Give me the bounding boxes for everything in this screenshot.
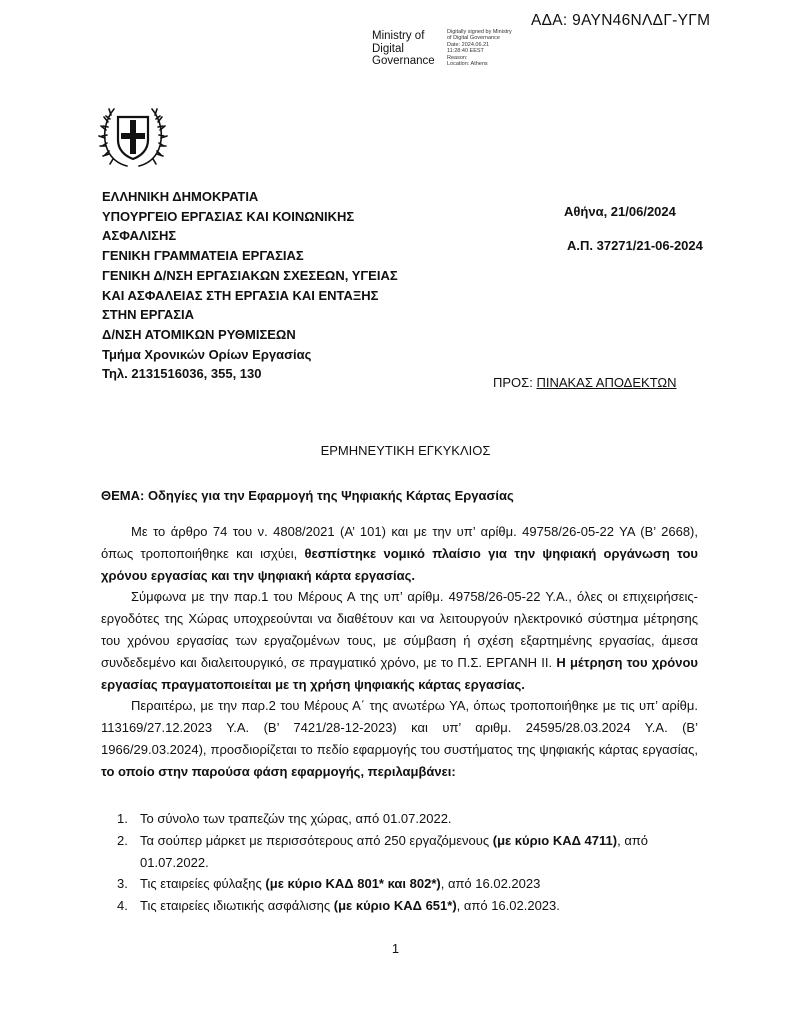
signature-detail: Location: Athens — [447, 61, 488, 68]
list-number: 2. — [117, 832, 128, 848]
document-body — [101, 521, 698, 783]
list-item-text: Το σύνολο των τραπεζών της χώρας, από 01.07.2022. — [140, 811, 452, 826]
list-item — [101, 895, 698, 917]
list-item-emphasis: (με κύριο ΚΑΔ 801* και 802*) — [265, 876, 441, 892]
recipients-table-link[interactable]: ΠΙΝΑΚΑΣ ΑΠΟΔΕΚΤΩΝ — [536, 375, 677, 390]
signature-detail: 11:28:40 EEST — [447, 48, 484, 55]
authority-line: ΕΛΛΗΝΙΚΗ ΔΗΜΟΚΡΑΤΙΑ — [102, 189, 259, 204]
paragraph-text: Με το άρθρο 74 του ν. 4808/2021 (Α’ 101) και με την υπ’ αρίθμ. 49758/26-05-22 ΥΑ (Β’ 2668), όπως τροποποιήθηκε και ισχύει, — [101, 524, 698, 561]
list-item-text: Τα σούπερ μάρκετ με περισσότερους από 250 εργαζόμενους — [140, 832, 493, 848]
list-item-text: Τις εταιρείες ιδιωτικής ασφάλισης — [140, 898, 334, 914]
authority-line: Τμήμα Χρονικών Ορίων Εργασίας — [102, 346, 312, 362]
signature-line: Governance — [372, 55, 435, 67]
signature-line: Digital — [372, 42, 404, 55]
authority-line: ΓΕΝΙΚΗ Δ/ΝΣΗ ΕΡΓΑΣΙΑΚΩΝ ΣΧΕΣΕΩΝ, ΥΓΕΙΑΣ — [102, 267, 398, 283]
authority-line: ΥΠΟΥΡΓΕΙΟ ΕΡΓΑΣΙΑΣ ΚΑΙ ΚΟΙΝΩΝΙΚΗΣ — [102, 208, 355, 224]
paragraph-emphasis: Η μέτρηση του χρόνου εργασίας πραγματοποιείται με τη χρήση ψηφιακής κάρτας εργασίας. — [101, 654, 698, 692]
authority-line: Δ/ΝΣΗ ΑΤΟΜΙΚΩΝ ΡΥΘΜΙΣΕΩΝ — [102, 326, 296, 342]
digital-signature-details — [447, 29, 512, 67]
recipients-line — [493, 375, 677, 390]
list-item — [101, 808, 698, 830]
paragraph-text: Περαιτέρω, με την παρ.2 του Μέρους Α΄ της ανωτέρω ΥΑ, όπως τροποποιήθηκε με τις υπ’ αρίθμ. 113169/27.12.2023 Υ.Α. (Β’ 7421/28-12-2023) και υπ’ αριθμ. 24595/28.03.2024 Υ.Α. (Β’ 1966/29.03.2024), προσδιορίζεται το πεδίο εφαρμογής του συστήματος της ψηφιακής κάρτας εργασίας, — [101, 698, 698, 757]
recipients-label: ΠΡΟΣ: — [493, 375, 537, 390]
paragraph — [101, 586, 698, 695]
list-item — [101, 873, 698, 895]
signature-detail: Date: 2024.06.21 — [447, 41, 490, 48]
list-item-text: , από 16.02.2023. — [456, 898, 560, 914]
paragraph-text: Σύμφωνα με την παρ.1 του Μέρους Α της υπ’ αρίθμ. 49758/26-05-22 Υ.Α., όλες οι επιχειρήσεις-εργοδότες της Χώρας υποχρεούνται να διαθέτουν και να λειτουργούν ηλεκτρονικό σύστημα μέτρησης του χρόνου εργασίας των εργαζομένων τους, με σύμβαση ή σχέση εξαρτημένης εργασίας, άμεσα συνδεδεμένο και διαλειτουργικό, σε πραγματικό χρόνο, με το Π.Σ. ΕΡΓΑΝΗ ΙΙ. — [101, 589, 698, 670]
ada-code: ΑΔΑ: 9ΑΥΝ46ΝΛΔΓ-ΥΓΜ — [531, 12, 711, 29]
signature-line: Ministry of — [372, 30, 425, 42]
document-date: Αθήνα, 21/06/2024 — [564, 204, 676, 219]
document-title-text: ΕΡΜΗΝΕΥΤΙΚΗ ΕΓΚΥΚΛΙΟΣ — [320, 443, 491, 458]
list-number: 4. — [117, 898, 128, 914]
list-item-emphasis: (με κύριο ΚΑΔ 4711) — [492, 832, 618, 848]
paragraph — [101, 521, 698, 586]
list-item — [101, 830, 698, 874]
scope-list — [101, 808, 698, 917]
greek-coat-of-arms-icon — [97, 100, 169, 172]
phone-line: Τηλ. 2131516036, 355, 130 — [102, 366, 262, 382]
protocol-number: Α.Π. 37271/21-06-2024 — [567, 238, 703, 253]
authority-line: ΣΤΗΝ ΕΡΓΑΣΙΑ — [102, 307, 195, 323]
list-item-text: , από 01.07.2022. — [140, 832, 649, 870]
issuing-authority-block — [102, 187, 398, 384]
list-item-text: Τις εταιρείες φύλαξης — [140, 876, 266, 892]
paragraph — [101, 695, 698, 782]
page-number: 1 — [391, 941, 400, 956]
document-title — [0, 443, 791, 458]
authority-line: ΓΕΝΙΚΗ ΓΡΑΜΜΑΤΕΙΑ ΕΡΓΑΣΙΑΣ — [102, 248, 304, 264]
subject-line: ΘΕΜΑ: Οδηγίες για την Εφαρμογή της Ψηφιακής Κάρτας Εργασίας — [101, 488, 514, 503]
paragraph-emphasis: θεσπίστηκε νομικό πλαίσιο για την ψηφιακή οργάνωση του χρόνου εργασίας και την ψηφιακή κάρτα εργασίας. — [101, 545, 698, 583]
list-item-emphasis: (με κύριο ΚΑΔ 651*) — [333, 898, 457, 914]
list-item-text: , από 16.02.2023 — [440, 876, 541, 892]
signature-detail: Reason: — [447, 54, 468, 61]
paragraph-emphasis: το οποίο στην παρούσα φάση εφαρμογής, περιλαμβάνει: — [101, 763, 456, 779]
signature-detail: Digitally signed by Ministry — [447, 29, 512, 35]
authority-line: ΚΑΙ ΑΣΦΑΛΕΙΑΣ ΣΤΗ ΕΡΓΑΣΙΑ ΚΑΙ ΕΝΤΑΞΗΣ — [102, 287, 379, 303]
authority-line: ΑΣΦΑΛΙΣΗΣ — [102, 228, 177, 244]
list-number: 3. — [117, 876, 128, 892]
signature-detail: of Digital Governance — [447, 35, 500, 42]
list-number: 1. — [117, 811, 128, 826]
digital-signature-label — [372, 30, 435, 68]
